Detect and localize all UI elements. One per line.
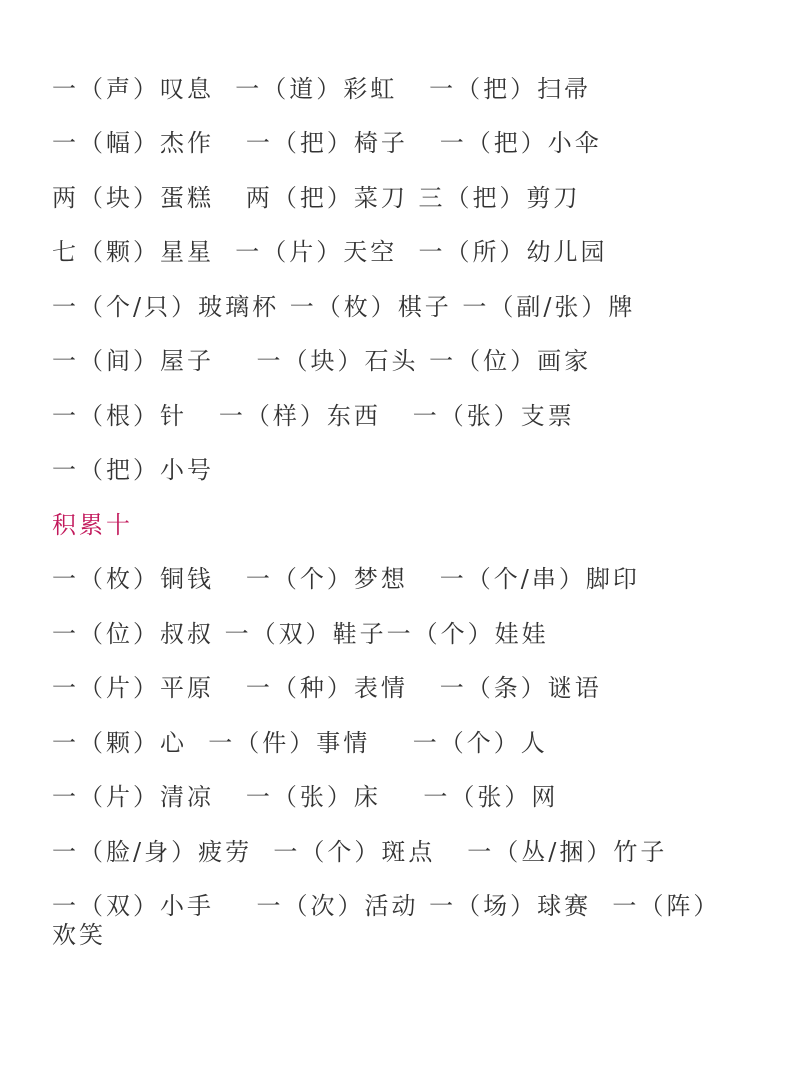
section-line-2: 一（位）叔叔 一（双）鞋子一（个）娃娃 [52,620,549,648]
text-line-8: 一（把）小号 [52,456,214,484]
text-line-4: 七（颗）星星 一（片）天空 一（所）幼儿园 [52,238,608,266]
section-line-1: 一（枚）铜钱 一（个）梦想 一（个/串）脚印 [52,565,640,593]
section-line-4: 一（颗）心 一（件）事情 一（个）人 [52,729,548,757]
text-line-2: 一（幅）杰作 一（把）椅子 一（把）小伞 [52,129,602,157]
text-line-5: 一（个/只）玻璃杯 一（枚）棋子 一（副/张）牌 [52,293,636,321]
section-heading: 积累十 [52,511,133,539]
section-line-7: 一（双）小手 一（次）活动 一（场）球赛 一（阵） [52,892,721,920]
text-line-3: 两（块）蛋糕 两（把）菜刀 三（把）剪刀 [52,184,581,212]
text-line-7: 一（根）针 一（样）东西 一（张）支票 [52,402,575,430]
section-line-5: 一（片）清凉 一（张）床 一（张）网 [52,783,559,811]
text-line-6: 一（间）屋子 一（块）石头 一（位）画家 [52,347,592,375]
section-line-3: 一（片）平原 一（种）表情 一（条）谜语 [52,674,602,702]
text-line-1: 一（声）叹息 一（道）彩虹 一（把）扫帚 [52,75,592,103]
section-line-8: 欢笑 [52,921,106,949]
section-line-6: 一（脸/身）疲劳 一（个）斑点 一（丛/捆）竹子 [52,838,668,866]
